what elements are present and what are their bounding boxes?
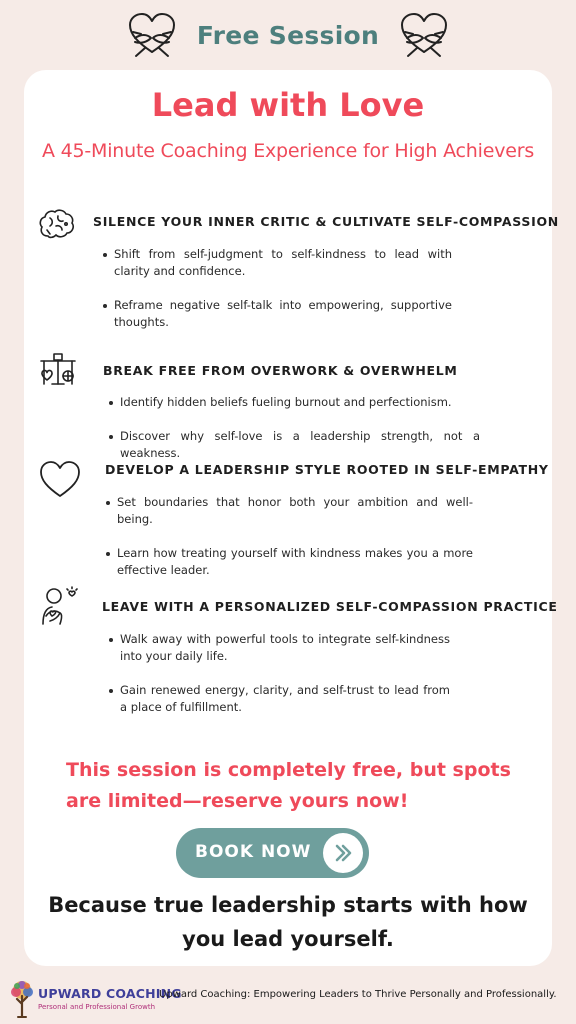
list-item: Reframe negative self-talk into empowering, supportive thoughts. bbox=[114, 298, 452, 329]
balance-icon bbox=[38, 352, 78, 390]
tagline: Because true leadership starts with how you lead yourself. bbox=[48, 893, 528, 951]
list-item: Identify hidden beliefs fueling burnout and perfectionism. bbox=[120, 394, 480, 411]
page-title: Lead with Love bbox=[151, 86, 425, 124]
bullet-list bbox=[106, 631, 450, 733]
bullet-list bbox=[103, 494, 473, 596]
brand-name: UPWARD COACHING bbox=[38, 986, 182, 1001]
list-item: Discover why self-love is a leadership strength, not a weakness. bbox=[120, 429, 480, 460]
hug-heart-icon bbox=[127, 12, 177, 58]
content-card bbox=[24, 70, 559, 966]
self-hug-icon bbox=[40, 586, 80, 630]
bullet-list bbox=[100, 246, 452, 348]
section-title: BREAK FREE FROM OVERWORK & OVERWHELM bbox=[103, 363, 458, 378]
section-title: SILENCE YOUR INNER CRITIC & CULTIVATE SELF-COMPASSION bbox=[93, 214, 559, 229]
book-now-button[interactable] bbox=[176, 828, 369, 878]
page-subtitle: A 45-Minute Coaching Experience for High Achievers bbox=[41, 140, 535, 162]
hug-heart-icon bbox=[399, 12, 449, 58]
tree-logo-icon bbox=[8, 980, 36, 1024]
list-item: Walk away with powerful tools to integrate self-kindness into your daily life. bbox=[120, 632, 450, 663]
list-item: Shift from self-judgment to self-kindness to lead with clarity and confidence. bbox=[114, 247, 452, 278]
page-header bbox=[0, 10, 576, 60]
footer-text: Upward Coaching: Empowering Leaders to Thrive Personally and Professionally. bbox=[159, 989, 557, 1000]
brain-icon bbox=[38, 208, 76, 244]
double-chevron-right-icon bbox=[323, 833, 363, 873]
list-item: Set boundaries that honor both your ambition and well-being. bbox=[117, 495, 473, 526]
section-title: DEVELOP A LEADERSHIP STYLE ROOTED IN SELF-EMPATHY bbox=[105, 462, 549, 477]
brand-tagline: Personal and Professional Growth bbox=[38, 1003, 156, 1011]
list-item: Learn how treating yourself with kindness makes you a more effective leader. bbox=[117, 546, 473, 577]
heart-icon bbox=[38, 460, 82, 504]
section-title: LEAVE WITH A PERSONALIZED SELF-COMPASSION PRACTICE bbox=[102, 599, 558, 614]
list-item: Gain renewed energy, clarity, and self-trust to lead from a place of fulfillment. bbox=[120, 683, 450, 714]
promo-text: This session is completely free, but spots are limited—reserve yours now! bbox=[66, 759, 511, 812]
header-title: Free Session bbox=[196, 20, 380, 50]
footer bbox=[0, 978, 576, 1024]
book-now-label: BOOK NOW bbox=[195, 842, 312, 862]
